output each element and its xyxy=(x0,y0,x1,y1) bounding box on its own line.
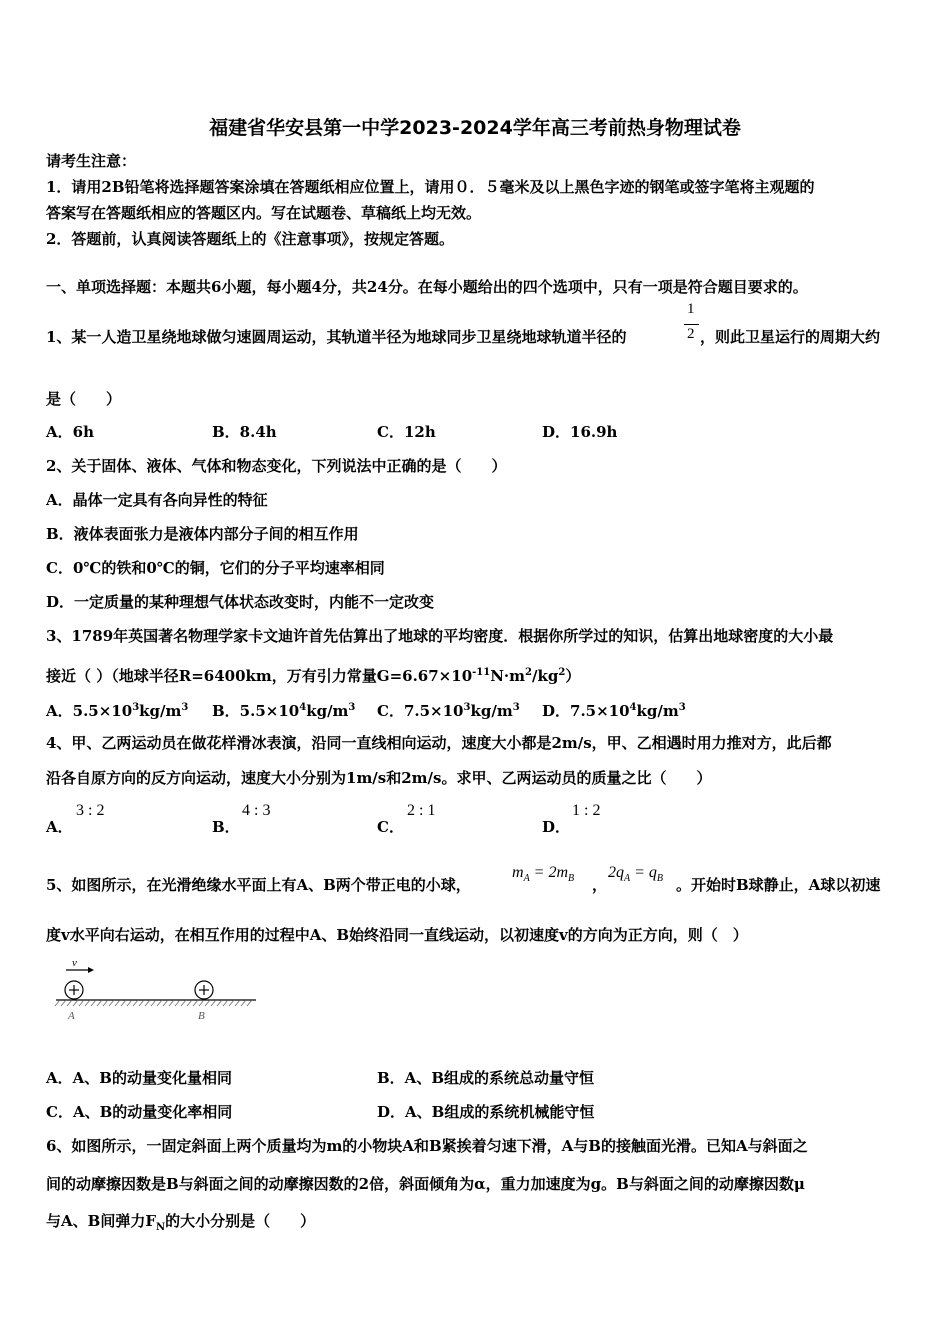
q2-option-d: D．一定质量的某种理想气体状态改变时，内能不一定改变 xyxy=(46,593,435,611)
q4-option-b-ratio: 4 : 3 xyxy=(242,802,271,819)
hatch-line xyxy=(133,1000,138,1006)
hatch-line xyxy=(145,1000,150,1006)
velocity-label: v xyxy=(72,957,77,969)
q4-option-d-label: D． xyxy=(542,818,571,836)
q2-option-b: B．液体表面张力是液体内部分子间的相互作用 xyxy=(46,525,359,543)
q5-stem-part-b: 。开始时B球静止，A球以初速 xyxy=(676,876,881,894)
q5-option-c: C．A、B的动量变化率相同 xyxy=(46,1103,233,1121)
q4-option-c-ratio: 2 : 1 xyxy=(407,802,436,819)
q6-stem-line-3: 与A、B间弹力$F_N$的大小分别是（ ） xyxy=(46,1212,316,1233)
q4-option-a-label: A． xyxy=(46,818,73,836)
hatch-line xyxy=(187,1000,192,1006)
page-title: 福建省华安县第一中学2023-2024学年高三考前热身物理试卷 xyxy=(209,117,741,139)
hatch-line xyxy=(127,1000,132,1006)
q1-stem-part-b: ，则此卫星运行的周期大约 xyxy=(700,328,881,346)
q1-option-d: D．16.9h xyxy=(542,423,618,441)
q5-stem-part-a: 5、如图所示，在光滑绝缘水平面上有A、B两个带正电的小球， xyxy=(46,876,471,894)
q4-stem-line-2: 沿各自原方向的反方向运动，速度大小分别为1m/s和2m/s。求甲、乙两运动员的质量之比（ ） xyxy=(46,769,712,787)
q2-option-a: A．晶体一定具有各向异性的特征 xyxy=(46,491,268,509)
q5-option-b: B．A、B组成的系统总动量守恒 xyxy=(377,1069,594,1087)
hatch-line xyxy=(157,1000,162,1006)
q3-stem-line-2: 接近（ ）（地球半径R=6400km，万有引力常量$G=6.67\times 10^{-11}N\cdot m^2/kg^2$） xyxy=(46,667,581,685)
hatch-line xyxy=(79,1000,84,1006)
hatch-line xyxy=(55,1000,60,1006)
hatch-line xyxy=(109,1000,114,1006)
hatch-line xyxy=(223,1000,228,1006)
hatch-line xyxy=(73,1000,78,1006)
q3-option-c: C．$7.5\times 10^3kg/m^3$ xyxy=(377,702,520,720)
q4-option-a-ratio: 3 : 2 xyxy=(76,802,105,819)
hatch-line xyxy=(103,1000,108,1006)
q3-option-d: D．$7.5\times 10^4kg/m^3$ xyxy=(542,702,686,720)
hatch-line xyxy=(241,1000,246,1006)
q3-stem-line-1: 3、1789年英国著名物理学家卡文迪许首先估算出了地球的平均密度．根据你所学过的知识，估算出地球密度的大小最 xyxy=(46,627,834,645)
q1-fraction-bar xyxy=(684,324,699,325)
q5-stem-part-c: 度v水平向右运动，在相互作用的过程中A、B始终沿同一直线运动，以初速度v的方向为正方向，则（ ） xyxy=(46,926,748,944)
hatch-line xyxy=(247,1000,252,1006)
hatch-line xyxy=(169,1000,174,1006)
hatch-line xyxy=(211,1000,216,1006)
hatch-line xyxy=(85,1000,90,1006)
hatch-line xyxy=(139,1000,144,1006)
q2-stem: 2、关于固体、液体、气体和物态变化，下列说法中正确的是（ ） xyxy=(46,457,507,475)
q2-option-c: C．0℃的铁和0℃的铜，它们的分子平均速率相同 xyxy=(46,559,385,577)
q1-stem-part-c: 是（ ） xyxy=(46,390,122,408)
q1-stem-part-a: 1、某一人造卫星绕地球做匀速圆周运动，其轨道半径为地球同步卫星绕地球轨道半径的 xyxy=(46,328,627,346)
q5-option-a: A．A、B的动量变化量相同 xyxy=(46,1069,232,1087)
ball-b-label: B xyxy=(198,1010,205,1022)
q4-stem-line-1: 4、甲、乙两运动员在做花样滑冰表演，沿同一直线相向运动，速度大小都是2m/s，甲、乙相遇时用力推对方，此后都 xyxy=(46,734,832,752)
velocity-arrowhead xyxy=(88,967,94,973)
hatch-line xyxy=(61,1000,66,1006)
q3-option-b: B．$5.5\times 10^4kg/m^3$ xyxy=(212,702,356,720)
q4-option-b-label: B． xyxy=(212,818,240,836)
section-heading: 一、单项选择题：本题共6小题，每小题4分，共24分。在每小题给出的四个选项中，只有一项是符合题目要求的。 xyxy=(46,278,808,296)
q1-option-c: C．12h xyxy=(377,423,436,441)
q1-fraction-denominator: 2 xyxy=(687,326,695,342)
hatch-line xyxy=(163,1000,168,1006)
q5-option-d: D．A、B组成的系统机械能守恒 xyxy=(377,1103,595,1121)
q5-mass-relation: $m_A = 2m_B$ xyxy=(512,864,575,885)
ground-hatching xyxy=(55,1000,252,1006)
hatch-line xyxy=(115,1000,120,1006)
hatch-line xyxy=(175,1000,180,1006)
hatch-line xyxy=(229,1000,234,1006)
hatch-line xyxy=(199,1000,204,1006)
q4-option-c-label: C． xyxy=(377,818,404,836)
ball-a-label: A xyxy=(68,1010,75,1022)
hatch-line xyxy=(205,1000,210,1006)
hatch-line xyxy=(121,1000,126,1006)
hatch-line xyxy=(235,1000,240,1006)
q4-option-d-ratio: 1 : 2 xyxy=(572,802,601,819)
hatch-line xyxy=(217,1000,222,1006)
q1-option-b: B．8.4h xyxy=(212,423,277,441)
q6-stem-line-1: 6、如图所示，一固定斜面上两个质量均为m的小物块A和B紧挨着匀速下滑，A与B的接触面光滑。已知A与斜面之 xyxy=(46,1137,808,1155)
hatch-line xyxy=(193,1000,198,1006)
hatch-line xyxy=(67,1000,72,1006)
notice-heading: 请考生注意： xyxy=(46,152,137,170)
hatch-line xyxy=(91,1000,96,1006)
q5-charge-relation: $2q_A = q_B$ xyxy=(608,864,664,885)
q1-fraction-numerator: 1 xyxy=(687,301,695,317)
notice-line-1: 1．请用2B铅笔将选择题答案涂填在答题纸相应位置上，请用０．５毫米及以上黑色字迹的钢笔或签字笔将主观题的 xyxy=(46,178,815,196)
q5-figure xyxy=(52,956,262,1026)
notice-line-3: 2．答题前，认真阅读答题纸上的《注意事项》，按规定答题。 xyxy=(46,230,454,248)
q3-option-a: A．$5.5\times 10^3kg/m^3$ xyxy=(46,702,189,720)
q6-stem-line-2: 间的动摩擦因数是B与斜面之间的动摩擦因数的2倍，斜面倾角为α，重力加速度为g。B与斜面之间的动摩擦因数μ xyxy=(46,1175,805,1193)
hatch-line xyxy=(97,1000,102,1006)
q1-option-a: A．6h xyxy=(46,423,94,441)
hatch-line xyxy=(151,1000,156,1006)
q5-comma: ， xyxy=(592,876,608,894)
notice-line-2: 答案写在答题纸相应的答题区内。写在试题卷、草稿纸上均无效。 xyxy=(46,204,482,222)
hatch-line xyxy=(181,1000,186,1006)
